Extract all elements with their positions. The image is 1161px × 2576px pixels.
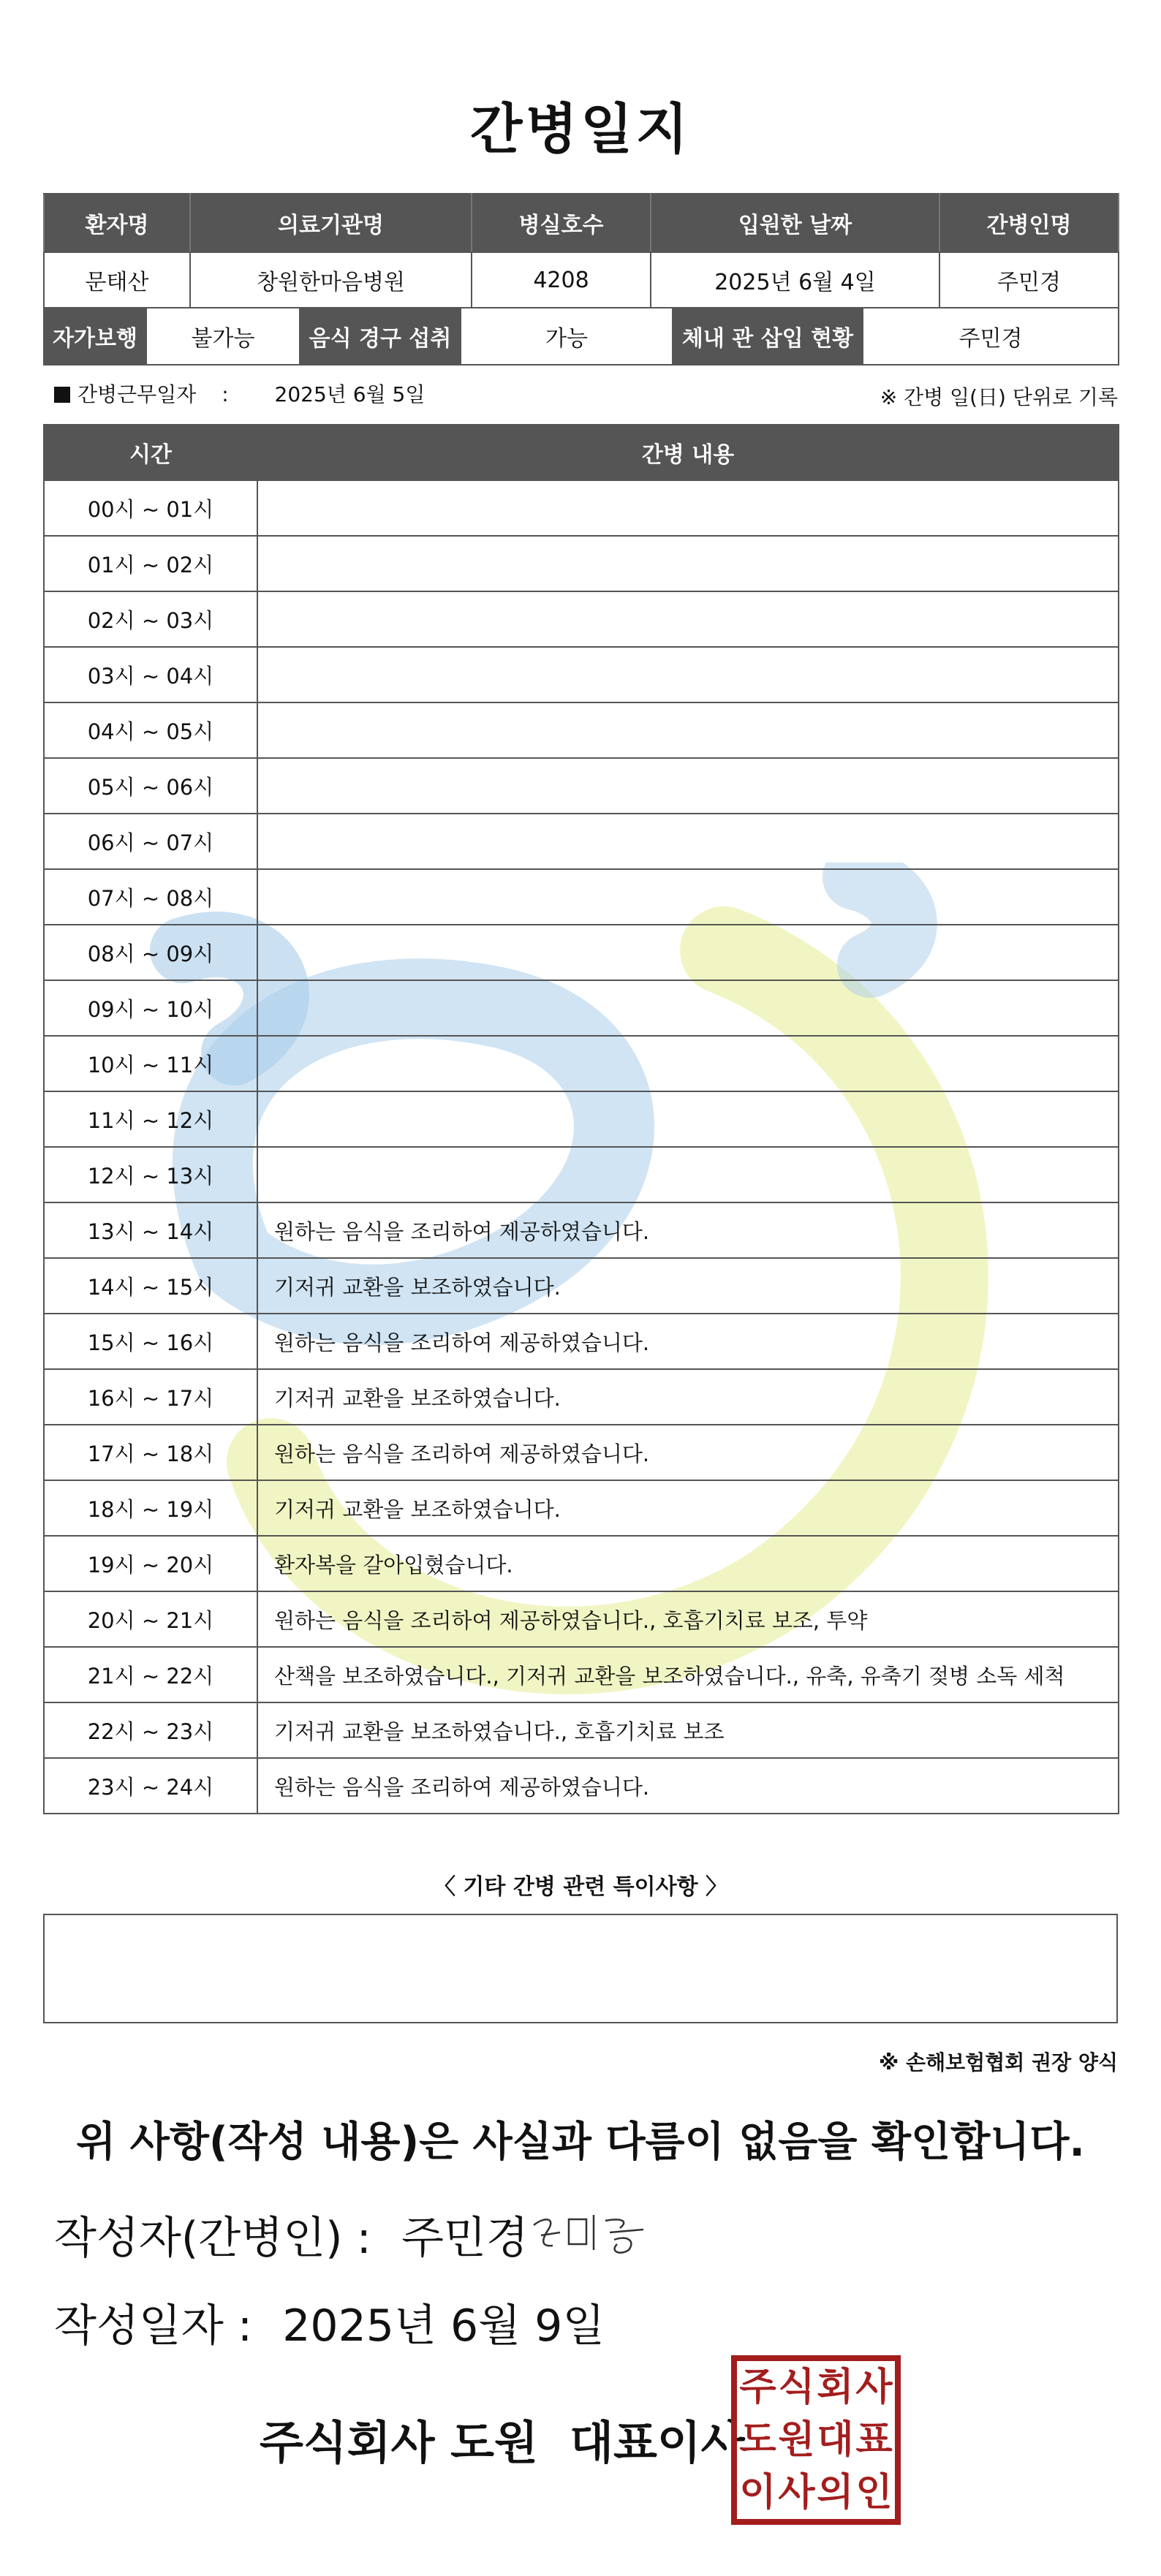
time-cell: 15시 ~ 16시 (44, 1314, 257, 1369)
self-walk-value: 불가능 (146, 308, 300, 365)
care-content-cell (257, 758, 1119, 814)
time-cell: 22시 ~ 23시 (44, 1702, 257, 1758)
table-row (44, 1425, 1119, 1480)
caregiver-name-value: 주민경 (939, 252, 1119, 308)
work-date (54, 379, 425, 408)
patient-info-table (43, 193, 1119, 308)
oral-intake-label: 음식 경구 섭취 (300, 308, 461, 365)
care-content-cell: 기저귀 교환을 보조하였습니다., 호흡기치료 보조 (257, 1702, 1119, 1758)
care-content-cell: 기저귀 교환을 보조하였습니다. (257, 1480, 1119, 1536)
page-title: 간병일지 (470, 98, 691, 161)
table-row (44, 1369, 1119, 1425)
patient-status-table (43, 307, 1119, 365)
time-cell: 04시 ~ 05시 (44, 702, 257, 758)
work-date-separator: : (222, 382, 229, 406)
author-label: 작성자(간병인) : (54, 2213, 371, 2264)
care-content-cell (257, 814, 1119, 869)
write-date-label: 작성일자 : (54, 2300, 253, 2352)
table-row (44, 702, 1119, 758)
time-cell: 11시 ~ 12시 (44, 1091, 257, 1147)
company-seal-stamp (731, 2355, 901, 2525)
table-row (44, 1091, 1119, 1147)
table-row (44, 1591, 1119, 1647)
care-content-cell (257, 869, 1119, 925)
tube-status-value: 주민경 (863, 308, 1119, 365)
table-row (44, 1647, 1119, 1702)
seal-row-2: 도 원 대 표 (739, 2418, 893, 2462)
time-cell: 03시 ~ 04시 (44, 647, 257, 702)
care-content-cell (257, 925, 1119, 980)
caregiver-name-header: 간병인명 (939, 194, 1119, 252)
time-cell: 13시 ~ 14시 (44, 1202, 257, 1258)
table-row (44, 758, 1119, 814)
patient-name-value: 문태산 (44, 252, 190, 308)
care-content-cell: 원하는 음식을 조리하여 제공하였습니다. (257, 1425, 1119, 1480)
oral-intake-value: 가능 (461, 308, 673, 365)
table-row (44, 1314, 1119, 1369)
time-cell: 05시 ~ 06시 (44, 758, 257, 814)
time-cell: 21시 ~ 22시 (44, 1647, 257, 1702)
admission-date-value: 2025년 6월 4일 (651, 252, 939, 308)
handwritten-signature (526, 2203, 658, 2262)
care-content-cell (257, 480, 1119, 536)
time-cell: 14시 ~ 15시 (44, 1258, 257, 1314)
time-cell: 07시 ~ 08시 (44, 869, 257, 925)
notes-title: 〈 기타 간병 관련 특이사항 〉 (433, 1874, 728, 1900)
time-cell: 18시 ~ 19시 (44, 1480, 257, 1536)
table-row (44, 1036, 1119, 1091)
table-row (44, 1202, 1119, 1258)
table-row (44, 480, 1119, 536)
self-walk-label: 자가보행 (44, 308, 146, 365)
table-row (44, 1147, 1119, 1202)
work-date-label: 간병근무일자 (77, 382, 197, 406)
room-number-header: 병실호수 (472, 194, 651, 252)
seal-row-1: 주 식 회 사 (739, 2365, 893, 2409)
table-row (44, 536, 1119, 591)
time-cell: 12시 ~ 13시 (44, 1147, 257, 1202)
content-column-header: 간병 내용 (257, 425, 1119, 480)
care-content-cell (257, 536, 1119, 591)
table-row (44, 591, 1119, 647)
author-name: 주민경 (401, 2213, 529, 2264)
admission-date-header: 입원한 날짜 (651, 194, 939, 252)
hospital-name-value: 창원한마음병원 (190, 252, 472, 308)
time-cell: 16시 ~ 17시 (44, 1369, 257, 1425)
care-content-cell (257, 702, 1119, 758)
care-log-table (43, 424, 1119, 1814)
care-content-cell: 원하는 음식을 조리하여 제공하였습니다., 호흡기치료 보조, 투약 (257, 1591, 1119, 1647)
care-content-cell: 산책을 보조하였습니다., 기저귀 교환을 보조하였습니다., 유축, 유축기 젖병 소독 세척 (257, 1647, 1119, 1702)
hospital-name-header: 의료기관명 (190, 194, 472, 252)
form-note: ※ 손해보험협회 권장 양식 (879, 2050, 1118, 2075)
time-cell: 02시 ~ 03시 (44, 591, 257, 647)
table-row (44, 647, 1119, 702)
unit-note: ※ 간병 일(日) 단위로 기록 (880, 385, 1118, 409)
time-cell: 17시 ~ 18시 (44, 1425, 257, 1480)
care-content-cell (257, 1091, 1119, 1147)
care-content-cell: 기저귀 교환을 보조하였습니다. (257, 1369, 1119, 1425)
care-content-cell (257, 1147, 1119, 1202)
tube-status-label: 체내 관 삽입 현황 (673, 308, 863, 365)
time-cell: 10시 ~ 11시 (44, 1036, 257, 1091)
time-column-header: 시간 (44, 425, 257, 480)
table-row (44, 814, 1119, 869)
company-representative: 주식회사 도원 대표이사 (260, 2416, 745, 2469)
notes-box (43, 1914, 1118, 2023)
time-cell: 06시 ~ 07시 (44, 814, 257, 869)
care-content-cell: 원하는 음식을 조리하여 제공하였습니다. (257, 1758, 1119, 1814)
care-content-cell: 원하는 음식을 조리하여 제공하였습니다. (257, 1202, 1119, 1258)
time-cell: 00시 ~ 01시 (44, 480, 257, 536)
seal-row-3: 이 사 의 인 (739, 2471, 893, 2515)
write-date-line (54, 2291, 605, 2354)
care-content-cell: 원하는 음식을 조리하여 제공하였습니다. (257, 1314, 1119, 1369)
table-row (44, 1702, 1119, 1758)
confirmation-statement: 위 사항(작성 내용)은 사실과 다름이 없음을 확인합니다. (76, 2118, 1085, 2166)
time-cell: 19시 ~ 20시 (44, 1536, 257, 1591)
room-number-value: 4208 (472, 252, 651, 308)
time-cell: 09시 ~ 10시 (44, 980, 257, 1036)
author-line (54, 2203, 529, 2266)
table-row (44, 1480, 1119, 1536)
table-row (44, 1536, 1119, 1591)
care-content-cell: 환자복을 갈아입혔습니다. (257, 1536, 1119, 1591)
table-row (44, 925, 1119, 980)
care-content-cell (257, 647, 1119, 702)
time-cell: 20시 ~ 21시 (44, 1591, 257, 1647)
square-bullet-icon (54, 387, 70, 403)
patient-name-header: 환자명 (44, 194, 190, 252)
care-content-cell: 기저귀 교환을 보조하였습니다. (257, 1258, 1119, 1314)
table-row (44, 1258, 1119, 1314)
time-cell: 08시 ~ 09시 (44, 925, 257, 980)
care-content-cell (257, 1036, 1119, 1091)
work-date-value: 2025년 6월 5일 (274, 382, 426, 406)
care-content-cell (257, 591, 1119, 647)
table-row (44, 869, 1119, 925)
care-content-cell (257, 980, 1119, 1036)
time-cell: 23시 ~ 24시 (44, 1758, 257, 1814)
time-cell: 01시 ~ 02시 (44, 536, 257, 591)
table-row (44, 1758, 1119, 1814)
table-row (44, 980, 1119, 1036)
write-date-value: 2025년 6월 9일 (282, 2300, 605, 2352)
